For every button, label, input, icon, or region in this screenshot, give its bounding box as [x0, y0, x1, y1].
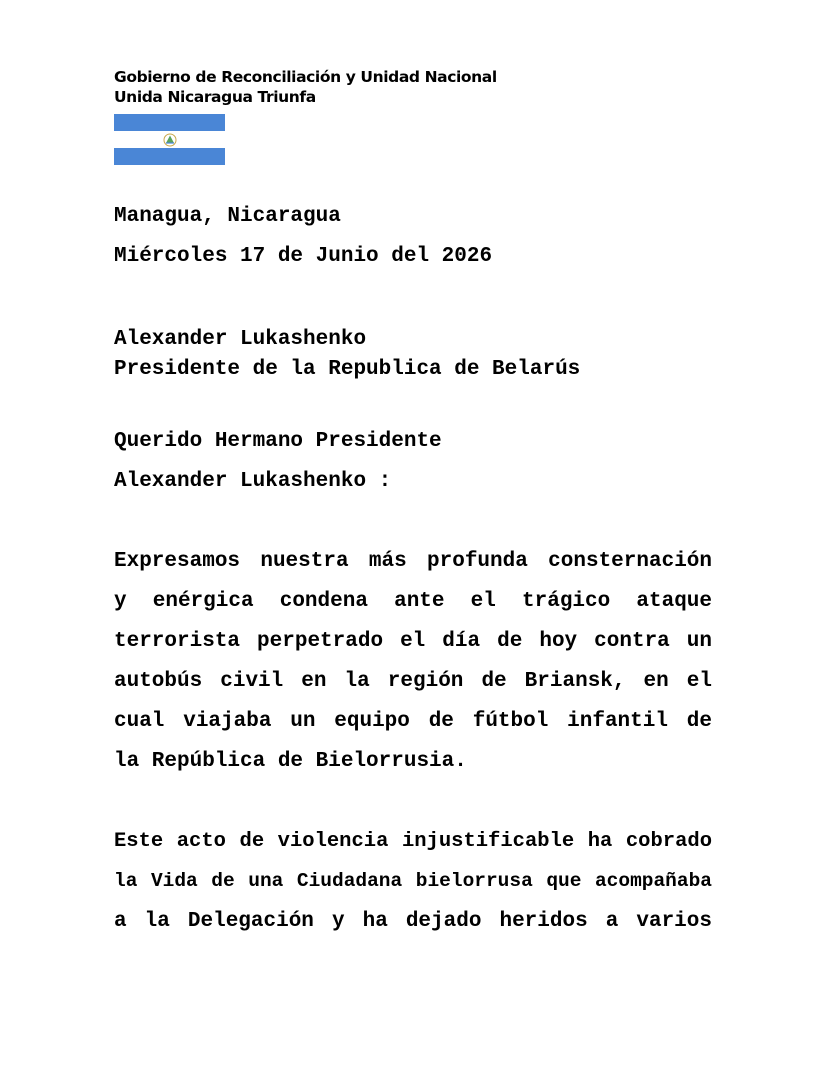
salutation-line-2: Alexander Lukashenko : — [114, 470, 392, 493]
paragraph-line: la República de Bielorrusia. — [114, 750, 467, 773]
paragraph-line: Expresamos nuestra más profunda consternación — [114, 550, 712, 573]
paragraph-line: y enérgica condena ante el trágico ataque — [114, 590, 712, 613]
government-name: Gobierno de Reconciliación y Unidad Nacional — [114, 68, 497, 86]
recipient-title: Presidente de la Republica de Belarús — [114, 358, 581, 381]
coat-of-arms-icon — [162, 133, 178, 147]
paragraph-line: Este acto de violencia injustificable ha cobrado — [114, 830, 712, 853]
flag-bottom-band — [114, 148, 225, 165]
paragraph-line: la Vida de una Ciudadana bielorrusa que acompañaba — [114, 870, 712, 892]
dateline-date: Miércoles 17 de Junio del 2026 — [114, 245, 493, 268]
government-slogan: Unida Nicaragua Triunfa — [114, 88, 316, 106]
flag-top-band — [114, 114, 225, 131]
dateline-place: Managua, Nicaragua — [114, 205, 341, 228]
recipient-name: Alexander Lukashenko — [114, 328, 367, 351]
paragraph-line: autobús civil en la región de Briansk, en el — [114, 670, 712, 693]
paragraph-line: a la Delegación y ha dejado heridos a varios — [114, 910, 712, 933]
salutation-line-1: Querido Hermano Presidente — [114, 430, 442, 453]
paragraph-line: cual viajaba un equipo de fútbol infantil de — [114, 710, 712, 733]
paragraph-line: terrorista perpetrado el día de hoy contra un — [114, 630, 712, 653]
nicaragua-flag-icon — [114, 114, 225, 165]
